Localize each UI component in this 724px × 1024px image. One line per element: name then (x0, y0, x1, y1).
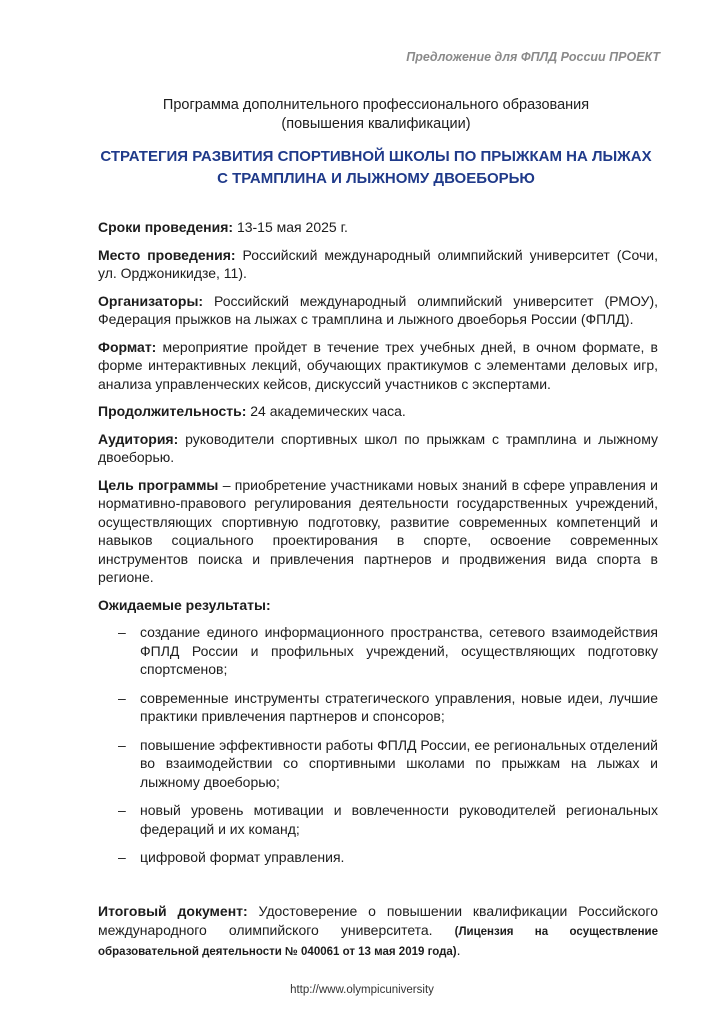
dash-bullet: – (118, 802, 126, 818)
dates-paragraph (98, 218, 658, 237)
organizers-paragraph (98, 292, 658, 329)
audience-label: Аудитория: (98, 430, 179, 447)
goal-label: Цель программы (98, 476, 219, 493)
goal-paragraph (98, 476, 658, 587)
dash-bullet: – (118, 736, 126, 753)
format-value: мероприятие пройдет в течение трех учебных дней, в очном формате, в форме интерактивных лекций, обучающих практикумов с элементами деловых игр, анализа управленческих кейсов, дискуссий участников с экспертами. (98, 338, 658, 392)
place-paragraph (98, 246, 658, 283)
document-title: СТРАТЕГИЯ РАЗВИТИЯ СПОРТИВНОЙ ШКОЛЫ ПО ПРЫЖКАМ НА ЛЫЖАХ С ТРАМПЛИНА И ЛЫЖНОМУ ДВОЕБОРЬЮ (100, 148, 652, 187)
organizers-value: Российский международный олимпийский университет (РМОУ), Федерация прыжков на лыжах с трамплина и лыжного двоеборья России (ФПЛД). (98, 292, 658, 327)
list-item (98, 623, 658, 679)
format-label: Формат: (98, 338, 157, 355)
list-item (98, 689, 658, 726)
format-paragraph (98, 338, 658, 394)
draft-note: Предложение для ФПЛД России ПРОЕКТ (406, 50, 660, 64)
final-document-label: Итоговый документ: (98, 903, 248, 919)
place-label: Место проведения: (98, 246, 236, 263)
place-value: Российский международный олимпийский университет (Сочи, ул. Орджоникидзе, 11). (98, 246, 659, 281)
dates-label: Сроки проведения: (98, 219, 234, 235)
audience-paragraph (98, 430, 658, 467)
list-item-text: современные инструменты стратегического управления, новые идеи, лучшие практики привлечения партнеров и спонсоров; (140, 689, 658, 724)
results-heading: Ожидаемые результаты: (98, 596, 271, 613)
document-body (98, 218, 658, 877)
dash-bullet: – (118, 689, 126, 706)
list-item (98, 848, 658, 867)
list-item-text: новый уровень мотивации и вовлеченности руководителей региональных федераций и их команд; (140, 802, 658, 837)
program-type (96, 96, 656, 134)
duration-paragraph (98, 402, 658, 421)
duration-value: 24 академических часа. (246, 403, 406, 419)
results-list (98, 623, 658, 867)
dash-bullet: – (118, 624, 126, 640)
list-item-text: повышение эффективности работы ФПЛД России, ее региональных отделений во взаимодействии со спортивными школами по прыжкам на лыжах и лыжному двоеборью; (140, 736, 658, 790)
program-type-line-1: Программа дополнительного профессионального образования (162, 97, 590, 113)
organizers-label: Организаторы: (98, 292, 204, 309)
list-item (98, 736, 658, 792)
list-item-text: создание единого информационного пространства, сетевого взаимодействия ФПЛД России и профильных учреждений, осуществляющих подготовку спортсменов; (140, 624, 658, 677)
dates-value: 13-15 мая 2025 г. (233, 219, 348, 235)
license-note: (Лицензия на осуществление образовательной деятельности № 040061 от 13 мая 2019 года) (98, 925, 658, 958)
program-type-line-2: (повышения квалификации) (281, 116, 471, 132)
dash-bullet: – (118, 849, 126, 865)
audience-value: руководители спортивных школ по прыжкам с трамплина и лыжному двоеборью. (98, 430, 658, 465)
final-period: . (456, 942, 461, 958)
list-item-text: цифровой формат управления. (140, 849, 345, 865)
final-document-value: Удостоверение о повышении квалификации Российского международного олимпийского университета. (98, 903, 658, 938)
list-item (98, 801, 658, 838)
goal-value: – приобретение участниками новых знаний в сфере управления и нормативно-правового регулирования деятельности государственных учреждений, осуществляющих спортивную подготовку, развитие современных компетенций и навыков социального проектирования в спорте, освоение современных инструментов поиска и привлечения партнеров и продвижения вида спорта в регионе. (98, 476, 658, 585)
footer-url: http://www.olympicuniversity (290, 984, 434, 996)
duration-label: Продолжительность: (98, 403, 247, 419)
final-document-paragraph (98, 902, 658, 962)
